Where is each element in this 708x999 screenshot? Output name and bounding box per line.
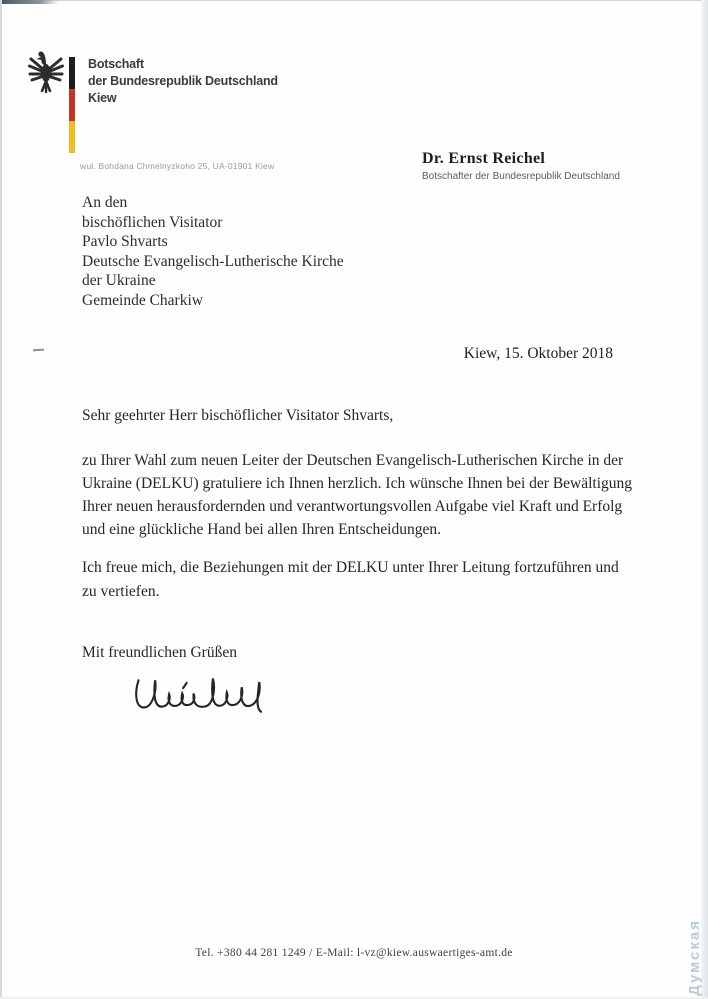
recipient-line: Deutsche Evangelisch-Lutherische Kirche	[82, 252, 344, 270]
letterhead-line3: Kiew	[88, 91, 117, 105]
embassy-street-address: wul. Bohdana Chmelnyzkoho 25, UA-01901 Kiew	[80, 161, 275, 171]
recipient-address-block	[82, 193, 344, 310]
german-flag-stripe	[69, 57, 75, 153]
flag-red-segment	[69, 89, 75, 121]
flag-black-segment	[69, 57, 75, 89]
letterhead-line1: Botschaft	[88, 57, 144, 71]
sender-title: Botschafter der Bundesrepublik Deutschland	[422, 171, 620, 182]
body-paragraph-1: zu Ihrer Wahl zum neuen Leiter der Deutschen Evangelisch-Lutherischen Kirche in der Ukraine (DELKU) gratuliere ich Ihnen herzlich. Ich wünsche Ihnen bei der Bewältigung Ihrer neuen herausfordernden und verantwortungsvollen Aufgabe viel Kraft und Erfolg und eine glückliche Hand bei allen Ihren Entscheidungen.	[82, 452, 633, 538]
salutation: Sehr geehrter Herr bischöflicher Visitator Shvarts,	[82, 407, 394, 424]
footer-contact: Tel. +380 44 281 1249 / E-Mail: l-vz@kiew.auswaertiges-amt.de	[195, 947, 513, 959]
scan-edge-left	[0, 0, 2, 999]
recipient-line: Pavlo Shvarts	[82, 233, 168, 250]
body-paragraph-2: Ich freue mich, die Beziehungen mit der DELKU unter Ihrer Leitung fortzuführen und zu vertiefen.	[82, 559, 619, 600]
scan-edge-right	[701, 0, 708, 999]
sender-block	[422, 150, 620, 182]
recipient-line: An den	[82, 194, 128, 211]
date-line: Kiew, 15. Oktober 2018	[463, 345, 613, 362]
federal-eagle-icon	[27, 50, 65, 98]
sender-name: Dr. Ernst Reichel	[422, 150, 546, 167]
recipient-line: Gemeinde Charkiw	[82, 291, 203, 309]
recipient-line: bischöflichen Visitator	[82, 213, 223, 231]
closing-phrase: Mit freundlichen Grüßen	[82, 644, 237, 661]
letterhead-line2: der Bundesrepublik Deutschland	[88, 74, 278, 88]
watermark-dumskaya: Думская	[686, 919, 703, 996]
letterhead-org-block	[88, 56, 278, 107]
recipient-line: der Ukraine	[82, 272, 156, 289]
flag-gold-segment	[69, 121, 75, 153]
signature-image	[128, 668, 268, 724]
scan-corner-artifact	[0, 0, 58, 4]
